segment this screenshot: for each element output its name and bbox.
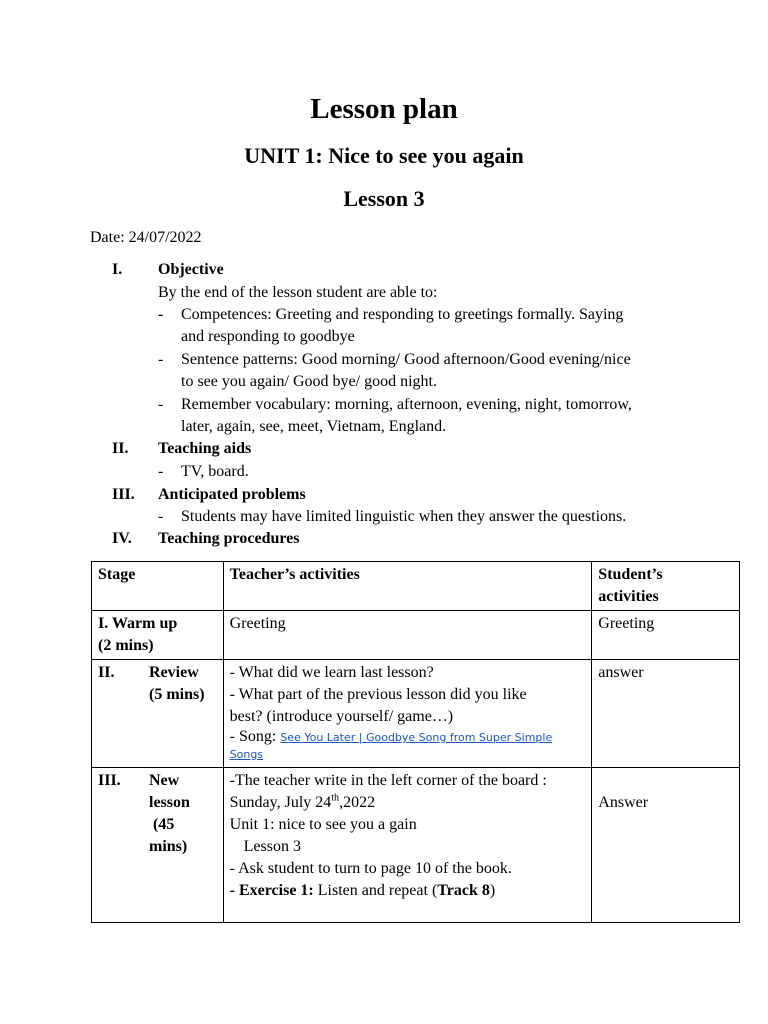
- song-link-continuation[interactable]: Songs: [229, 748, 264, 761]
- exercise-close: ): [489, 882, 496, 899]
- objective-bullet-1-line-2: and responding to goodbye: [181, 328, 355, 345]
- row3-stage-number: III.: [98, 772, 121, 789]
- objective-bullet-1-line-1: Competences: Greeting and responding to greetings formally. Saying: [181, 306, 624, 323]
- row2-teacher-line-2: - What part of the previous lesson did you like: [229, 686, 527, 703]
- row3-date-year: ,2022: [339, 794, 376, 811]
- header-teacher-activities: Teacher’s activities: [223, 562, 592, 611]
- row2-teacher: [223, 660, 592, 768]
- row3-teacher-line-1: -The teacher write in the left corner of the board :: [229, 772, 547, 789]
- row3-student: [592, 768, 740, 923]
- section-2-number: II.: [112, 440, 129, 457]
- row2-stage-line-1: Review: [149, 664, 199, 681]
- row3-stage-line-2: lesson: [149, 794, 190, 811]
- row3-stage-line-3: (45: [153, 816, 175, 833]
- exercise-label: - Exercise 1:: [229, 882, 314, 899]
- row3-stage-line-1: New: [149, 772, 180, 789]
- header-student-activities: [592, 562, 740, 611]
- section-3-title: Anticipated problems: [158, 486, 306, 503]
- row3-teacher-line-6: [230, 880, 586, 902]
- row2-teacher-line-3: best? (introduce yourself/ game…): [229, 708, 454, 725]
- track-label: Track 8: [437, 882, 490, 899]
- row3-date: Sunday, July 24: [229, 794, 332, 811]
- header-student-line-2: activities: [598, 588, 659, 605]
- song-link[interactable]: See You Later | Goodbye Song from Super Simple: [280, 731, 553, 744]
- row3-student-text: Answer: [598, 794, 649, 811]
- row2-stage-number: II.: [98, 664, 115, 681]
- section-1-title: Objective: [158, 261, 224, 278]
- row1-stage: [92, 611, 224, 660]
- song-label: - Song:: [229, 728, 281, 745]
- document-title: Lesson plan: [310, 93, 458, 125]
- table-header-row: [92, 562, 740, 611]
- objective-intro: By the end of the lesson student are able to:: [158, 284, 438, 301]
- header-stage: Stage: [92, 562, 224, 611]
- row3-teacher-line-5: - Ask student to turn to page 10 of the book.: [229, 860, 512, 877]
- table-row: [92, 768, 740, 923]
- teaching-aids-bullet: TV, board.: [181, 463, 249, 480]
- section-1-number: I.: [112, 261, 123, 278]
- procedures-table: [91, 561, 740, 923]
- section-2-title: Teaching aids: [158, 440, 252, 457]
- row3-teacher-line-3: Unit 1: nice to see you a gain: [229, 816, 417, 833]
- header-student-line-1: Student’s: [598, 566, 663, 583]
- section-3-number: III.: [112, 486, 135, 503]
- bullet-dash: -: [158, 396, 164, 413]
- section-4-number: IV.: [112, 530, 132, 547]
- table-row: [92, 660, 740, 768]
- row3-date-suffix: th: [331, 792, 340, 804]
- exercise-text: Listen and repeat (: [313, 882, 438, 899]
- row1-student: Greeting: [592, 611, 740, 660]
- objective-bullet-2-line-2: to see you again/ Good bye/ good night.: [181, 373, 437, 390]
- row1-stage-line-1: I. Warm up: [98, 615, 178, 632]
- row2-student: answer: [592, 660, 740, 768]
- section-4-title: Teaching procedures: [158, 530, 300, 547]
- bullet-dash: -: [158, 463, 164, 480]
- row3-teacher: [223, 768, 592, 923]
- date-line: Date: 24/07/2022: [90, 229, 202, 246]
- row1-stage-line-2: (2 mins): [98, 637, 154, 654]
- row2-stage: [92, 660, 224, 768]
- row3-teacher-line-2: [230, 792, 586, 814]
- problems-bullet: Students may have limited linguistic when they answer the questions.: [181, 508, 627, 525]
- bullet-dash: -: [158, 508, 164, 525]
- table-row: [92, 611, 740, 660]
- objective-bullet-3-line-2: later, again, see, meet, Vietnam, England.: [181, 418, 447, 435]
- row2-stage-line-2: (5 mins): [149, 686, 205, 703]
- row2-teacher-line-1: - What did we learn last lesson?: [229, 664, 434, 681]
- row3-teacher-line-4: Lesson 3: [243, 838, 301, 855]
- objective-bullet-2-line-1: Sentence patterns: Good morning/ Good afternoon/Good evening/nice: [181, 351, 631, 368]
- row1-teacher: Greeting: [223, 611, 592, 660]
- row2-song-line: [230, 728, 586, 747]
- unit-heading: UNIT 1: Nice to see you again: [244, 143, 524, 168]
- lesson-heading: Lesson 3: [343, 186, 425, 211]
- row3-stage-line-4: mins): [149, 838, 188, 855]
- bullet-dash: -: [158, 306, 164, 323]
- bullet-dash: -: [158, 351, 164, 368]
- row3-stage: [92, 768, 224, 923]
- objective-bullet-3-line-1: Remember vocabulary: morning, afternoon, evening, night, tomorrow,: [181, 396, 632, 413]
